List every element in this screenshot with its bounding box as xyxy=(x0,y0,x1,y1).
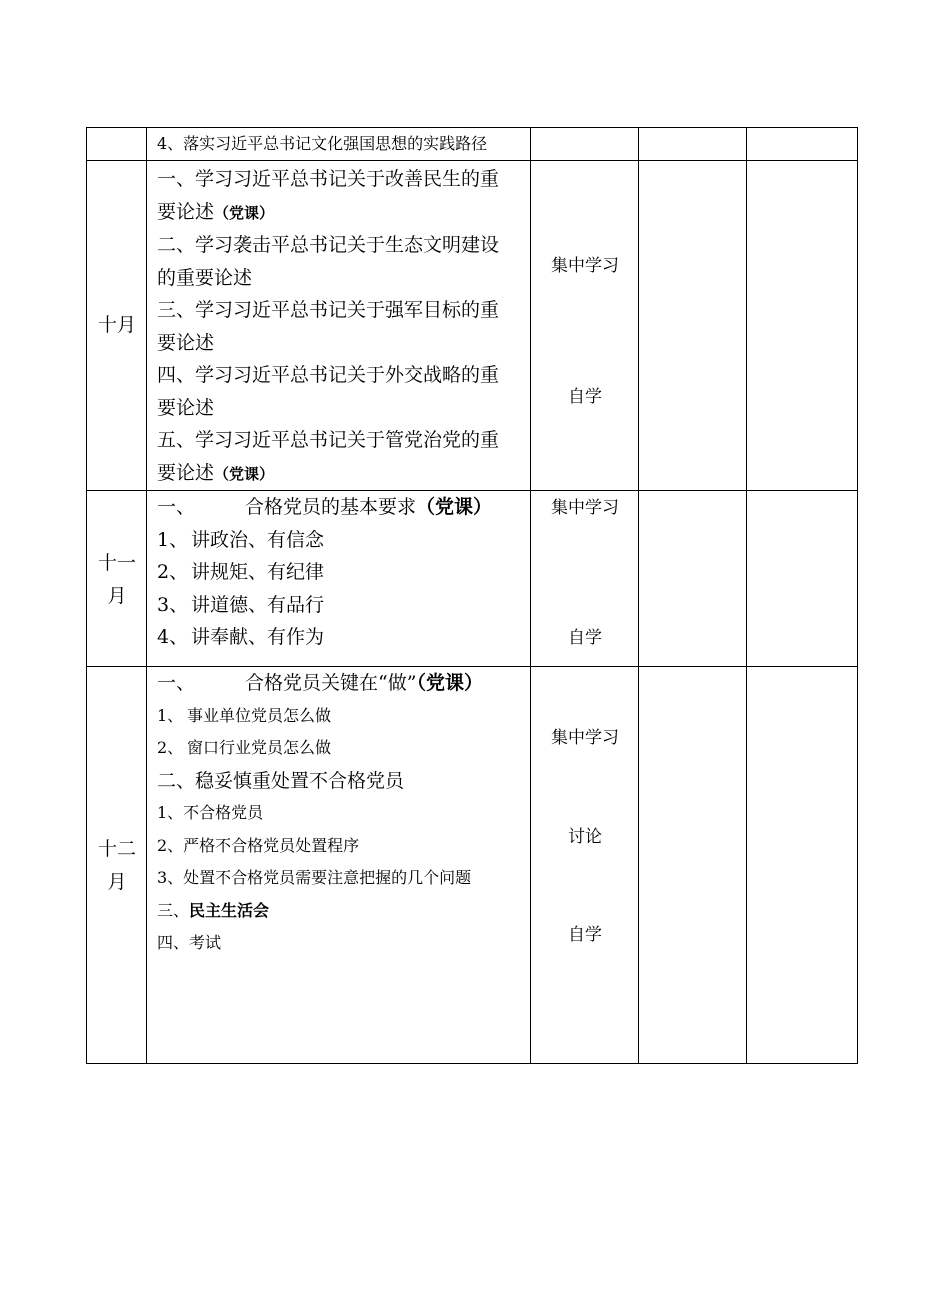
topic-line-cont: 要论述 xyxy=(157,331,215,354)
table-row-december xyxy=(86,667,858,1064)
method-label: 自学 xyxy=(568,387,602,407)
month-cell xyxy=(87,667,147,1063)
content-cell xyxy=(147,667,531,1063)
blank-cell xyxy=(747,128,859,160)
party-lesson-tag: （党课） xyxy=(416,672,483,694)
blank-cell xyxy=(747,491,859,666)
method-label: 集中学习 xyxy=(551,256,619,276)
party-lesson-tag: （党课） xyxy=(214,203,275,222)
method-label: 讨论 xyxy=(568,827,602,847)
table-row-continuation xyxy=(86,127,858,161)
content-cell xyxy=(147,491,531,666)
list-item: 1、 事业单位党员怎么做 xyxy=(157,705,332,725)
content-cell xyxy=(147,128,531,160)
list-item: 2、 窗口行业党员怎么做 xyxy=(157,738,332,757)
method-label: 集中学习 xyxy=(551,728,619,748)
topic-line: 一、学习习近平总书记关于改善民生的重 xyxy=(157,168,500,190)
topic-line-cont: 要论述（党课） xyxy=(157,200,275,223)
month-cell xyxy=(87,491,147,666)
method-label: 自学 xyxy=(568,628,602,648)
table-row-october xyxy=(86,161,858,491)
list-item: 2、 讲规矩、有纪律 xyxy=(157,561,325,583)
topic-line-cont: 要论述（党课） xyxy=(157,461,275,484)
method-cell xyxy=(531,667,639,1063)
table-row-november xyxy=(86,491,858,667)
list-item: 2、严格不合格党员处置程序 xyxy=(157,835,360,855)
method-label: 自学 xyxy=(568,925,602,945)
month-label: 十月 xyxy=(97,314,136,336)
blank-cell xyxy=(639,667,747,1063)
list-item: 3、处置不合格党员需要注意把握的几个问题 xyxy=(157,868,472,887)
section-heading: 一、 合格党员关键在“做”（党课） xyxy=(157,672,483,694)
list-item: 1、 讲政治、有信念 xyxy=(157,528,325,551)
blank-cell xyxy=(639,491,747,666)
topic-line: 二、学习袭击平总书记关于生态文明建设 xyxy=(157,234,500,256)
section-heading: 三、民主生活会 xyxy=(157,900,270,920)
topic-line: 五、学习习近平总书记关于管党治党的重 xyxy=(157,429,500,451)
section-heading: 四、考试 xyxy=(157,933,222,952)
month-label-line2: 月 xyxy=(107,871,127,893)
month-label-line2: 月 xyxy=(107,585,127,607)
month-cell xyxy=(87,128,147,160)
topic-line-cont: 要论述 xyxy=(157,396,215,419)
month-label-line1: 十一 xyxy=(97,552,136,574)
content-cell xyxy=(147,161,531,490)
list-item: 1、不合格党员 xyxy=(157,803,264,822)
topic-line-cont: 的重要论述 xyxy=(157,266,253,289)
method-cell xyxy=(531,161,639,490)
method-cell xyxy=(531,491,639,666)
party-lesson-tag: （党课） xyxy=(416,496,493,518)
topic-line: 三、学习习近平总书记关于强军目标的重 xyxy=(157,299,500,321)
blank-cell xyxy=(747,667,859,1063)
section-heading: 一、 合格党员的基本要求（党课） xyxy=(157,496,493,518)
topic-line: 四、学习习近平总书记关于外交战略的重 xyxy=(157,364,500,386)
list-item: 4、 讲奉献、有作为 xyxy=(157,626,325,648)
content-line: 4、落实习近平总书记文化强国思想的实践路径 xyxy=(157,134,488,153)
blank-cell xyxy=(639,161,747,490)
blank-cell xyxy=(747,161,859,490)
section-heading: 二、稳妥慎重处置不合格党员 xyxy=(157,769,405,792)
list-item: 3、 讲道德、有品行 xyxy=(157,593,325,616)
month-cell xyxy=(87,161,147,490)
month-label-line1: 十二 xyxy=(97,838,136,860)
party-lesson-tag: （党课） xyxy=(214,464,275,483)
study-plan-table xyxy=(86,127,858,1064)
method-cell xyxy=(531,128,639,160)
method-label: 集中学习 xyxy=(551,498,619,518)
blank-cell xyxy=(639,128,747,160)
